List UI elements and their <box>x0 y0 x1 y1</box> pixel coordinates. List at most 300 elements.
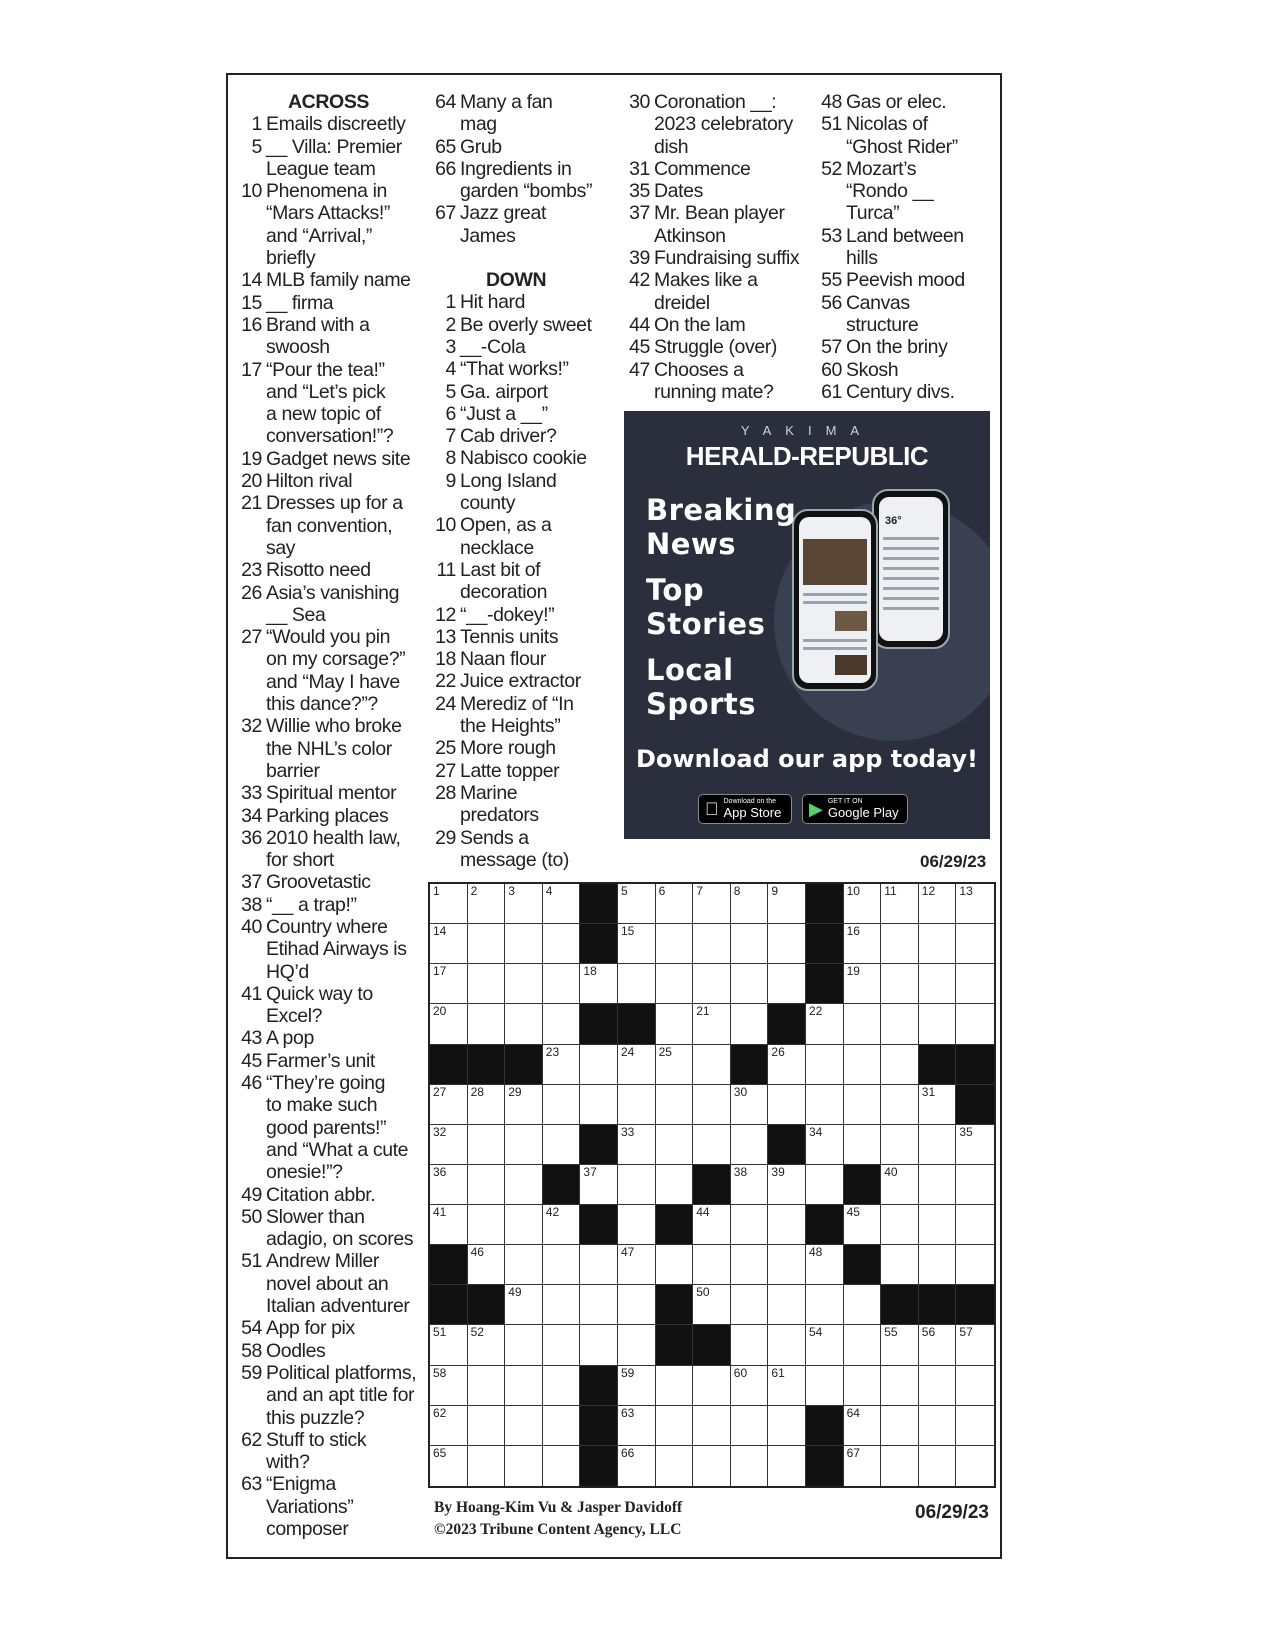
grid-cell[interactable] <box>919 1245 957 1285</box>
grid-cell[interactable] <box>430 1004 468 1044</box>
cell-number: 8 <box>733 884 741 898</box>
grid-cell[interactable] <box>844 964 882 1004</box>
grid-cell[interactable] <box>618 1406 656 1446</box>
grid-cell[interactable] <box>618 1125 656 1165</box>
grid-cell[interactable] <box>731 1285 769 1325</box>
clue-text: __ Villa: Premier League team <box>266 135 402 180</box>
grid-cell[interactable] <box>919 1325 957 1365</box>
grid-cell[interactable] <box>430 1085 468 1125</box>
ad-brand-logo: HERALD-REPUBLIC <box>685 441 929 471</box>
grid-cell[interactable] <box>956 1245 994 1285</box>
grid-cell[interactable] <box>919 884 957 924</box>
grid-cell[interactable] <box>693 884 731 924</box>
clue-number: 21 <box>241 492 262 515</box>
grid-cell[interactable] <box>731 1165 769 1205</box>
grid-cell[interactable] <box>731 964 769 1004</box>
clue-text: Citation abbr. <box>266 1183 376 1206</box>
clue-text: __-Cola <box>460 335 526 358</box>
clue-item <box>430 737 610 759</box>
app-store-small-text: Download on the <box>710 798 763 805</box>
clue-text: Chooses a running mate? <box>654 358 774 403</box>
grid-cell[interactable] <box>919 1366 957 1406</box>
clue-number: 30 <box>629 91 650 113</box>
clue-number: 5 <box>445 380 456 403</box>
black-square <box>580 924 618 964</box>
grid-cell[interactable] <box>618 924 656 964</box>
grid-cell[interactable] <box>693 1045 731 1085</box>
grid-cell[interactable] <box>693 1205 731 1245</box>
grid-cell[interactable] <box>543 1285 581 1325</box>
grid-cell[interactable] <box>731 1325 769 1365</box>
clue-item <box>236 1362 426 1429</box>
grid-cell[interactable] <box>693 1125 731 1165</box>
clue-number: 53 <box>821 224 842 247</box>
grid-cell[interactable] <box>731 1245 769 1285</box>
clue-number: 6 <box>445 402 456 425</box>
grid-cell[interactable] <box>468 1245 506 1285</box>
app-advertisement[interactable] <box>624 411 990 839</box>
grid-cell[interactable] <box>844 1125 882 1165</box>
grid-cell[interactable] <box>693 1446 731 1486</box>
grid-cell[interactable] <box>543 1325 581 1365</box>
grid-cell[interactable] <box>768 1085 806 1125</box>
grid-cell[interactable] <box>543 924 581 964</box>
grid-cell[interactable] <box>656 1165 694 1205</box>
grid-cell[interactable] <box>656 1406 694 1446</box>
grid-cell[interactable] <box>881 1085 919 1125</box>
grid-cell[interactable] <box>806 1325 844 1365</box>
grid-cell[interactable] <box>468 1205 506 1245</box>
clue-text: Commence <box>654 157 751 180</box>
grid-cell[interactable] <box>618 1285 656 1325</box>
clue-number: 55 <box>821 269 842 292</box>
grid-cell[interactable] <box>656 884 694 924</box>
grid-cell[interactable] <box>844 884 882 924</box>
clues-column-4 <box>816 91 996 403</box>
grid-cell[interactable] <box>430 964 468 1004</box>
grid-cell[interactable] <box>881 1205 919 1245</box>
grid-cell[interactable] <box>693 1004 731 1044</box>
cell-number: 51 <box>433 1325 447 1340</box>
grid-cell[interactable] <box>693 1285 731 1325</box>
grid-cell[interactable] <box>768 1406 806 1446</box>
black-square <box>580 1004 618 1044</box>
clue-item <box>816 113 996 158</box>
grid-cell[interactable] <box>505 1165 543 1205</box>
byline <box>434 1497 682 1541</box>
grid-cell[interactable] <box>844 1085 882 1125</box>
grid-cell[interactable] <box>580 1285 618 1325</box>
phone-back-icon <box>872 489 950 649</box>
grid-cell[interactable] <box>844 1045 882 1085</box>
grid-cell[interactable] <box>956 1366 994 1406</box>
grid-cell[interactable] <box>543 1125 581 1165</box>
clue-number: 36 <box>241 826 262 849</box>
grid-cell[interactable] <box>656 1045 694 1085</box>
clue-item <box>236 359 426 448</box>
grid-cell[interactable] <box>618 1045 656 1085</box>
grid-cell[interactable] <box>768 1446 806 1486</box>
clue-text: Grub <box>460 135 502 158</box>
black-square <box>806 964 844 1004</box>
black-square <box>693 1165 731 1205</box>
clue-number: 20 <box>241 470 262 493</box>
cell-number: 11 <box>884 884 897 898</box>
grid-cell[interactable] <box>806 1045 844 1085</box>
clue-number: 46 <box>241 1072 262 1095</box>
grid-cell[interactable] <box>693 1085 731 1125</box>
grid-cell[interactable] <box>919 1085 957 1125</box>
grid-cell[interactable] <box>881 1325 919 1365</box>
cell-number: 29 <box>508 1084 522 1099</box>
grid-cell[interactable] <box>543 1446 581 1486</box>
grid-cell[interactable] <box>768 924 806 964</box>
clue-text: “__ a trap!” <box>266 893 357 916</box>
grid-cell[interactable] <box>468 924 506 964</box>
grid-cell[interactable] <box>430 884 468 924</box>
grid-cell[interactable] <box>881 1045 919 1085</box>
cell-number: 64 <box>846 1405 860 1420</box>
clue-item <box>816 158 996 225</box>
grid-cell[interactable] <box>806 1004 844 1044</box>
grid-cell[interactable] <box>956 924 994 964</box>
grid-cell[interactable] <box>505 1285 543 1325</box>
black-square <box>468 1285 506 1325</box>
clue-item <box>430 158 610 203</box>
grid-cell[interactable] <box>543 884 581 924</box>
grid-cell[interactable] <box>543 1004 581 1044</box>
clue-item <box>816 381 996 403</box>
grid-cell[interactable] <box>618 1205 656 1245</box>
grid-cell[interactable] <box>881 1366 919 1406</box>
grid-cell[interactable] <box>844 1004 882 1044</box>
clue-number: 38 <box>241 893 262 916</box>
grid-cell[interactable] <box>956 1165 994 1205</box>
clue-item <box>430 470 610 515</box>
grid-cell[interactable] <box>468 1125 506 1165</box>
grid-cell[interactable] <box>881 924 919 964</box>
cell-number: 56 <box>921 1325 936 1340</box>
grid-cell[interactable] <box>956 1406 994 1446</box>
clue-item <box>236 582 426 627</box>
clue-number: 32 <box>241 715 262 738</box>
grid-cell[interactable] <box>844 1446 882 1486</box>
grid-cell[interactable] <box>956 964 994 1004</box>
black-square <box>693 1325 731 1365</box>
grid-cell[interactable] <box>768 1285 806 1325</box>
grid-cell[interactable] <box>693 1406 731 1446</box>
grid-cell[interactable] <box>580 1085 618 1125</box>
grid-cell[interactable] <box>505 964 543 1004</box>
grid-cell[interactable] <box>806 1245 844 1285</box>
grid-cell[interactable] <box>543 1406 581 1446</box>
clue-text: Last bit of decoration <box>460 558 548 604</box>
grid-cell[interactable] <box>806 1285 844 1325</box>
clue-number: 19 <box>241 447 262 470</box>
grid-cell[interactable] <box>768 964 806 1004</box>
grid-cell[interactable] <box>768 1165 806 1205</box>
black-square <box>580 1205 618 1245</box>
grid-cell[interactable] <box>505 1205 543 1245</box>
black-square <box>881 1285 919 1325</box>
clue-text: Be overly sweet <box>460 313 592 336</box>
clue-number: 10 <box>435 514 456 537</box>
clue-text: App for pix <box>266 1317 355 1340</box>
clue-number: 1 <box>445 291 456 314</box>
grid-cell[interactable] <box>543 1245 581 1285</box>
grid-cell[interactable] <box>580 1045 618 1085</box>
clue-number: 52 <box>821 157 842 180</box>
grid-cell[interactable] <box>956 1325 994 1365</box>
cell-number: 37 <box>583 1164 597 1179</box>
clue-text: “That works!” <box>460 358 569 381</box>
clue-text: Juice extractor <box>460 670 581 693</box>
grid-cell[interactable] <box>806 1085 844 1125</box>
clue-number: 54 <box>241 1317 262 1340</box>
clue-item <box>236 916 426 983</box>
grid-cell[interactable] <box>731 1004 769 1044</box>
grid-cell[interactable] <box>731 1406 769 1446</box>
grid-cell[interactable] <box>430 1125 468 1165</box>
grid-cell[interactable] <box>430 1165 468 1205</box>
clue-number: 4 <box>445 358 456 381</box>
grid-cell[interactable] <box>656 1085 694 1125</box>
clue-item <box>236 1317 426 1339</box>
grid-cell[interactable] <box>768 1205 806 1245</box>
grid-cell[interactable] <box>768 1245 806 1285</box>
cell-number: 65 <box>433 1445 447 1460</box>
clue-item <box>236 1206 426 1251</box>
clue-number: 62 <box>241 1428 262 1451</box>
clue-number: 23 <box>241 559 262 582</box>
grid-cell[interactable] <box>919 924 957 964</box>
grid-cell[interactable] <box>806 1125 844 1165</box>
clue-item <box>624 314 810 336</box>
grid-cell[interactable] <box>656 1366 694 1406</box>
grid-cell[interactable] <box>731 1085 769 1125</box>
grid-cell[interactable] <box>844 924 882 964</box>
clue-item <box>816 91 996 113</box>
grid-cell[interactable] <box>618 1366 656 1406</box>
app-store-button[interactable] <box>698 794 792 824</box>
clue-item <box>430 693 610 738</box>
cell-number: 18 <box>583 964 597 979</box>
clue-number: 61 <box>821 380 842 403</box>
grid-cell[interactable] <box>731 1125 769 1165</box>
grid-cell[interactable] <box>618 1245 656 1285</box>
clue-item <box>624 91 810 158</box>
grid-cell[interactable] <box>618 1325 656 1365</box>
grid-cell[interactable] <box>505 1085 543 1125</box>
grid-cell[interactable] <box>505 1004 543 1044</box>
grid-cell[interactable] <box>543 1366 581 1406</box>
grid-cell[interactable] <box>468 884 506 924</box>
across-heading: ACROSS <box>288 91 370 113</box>
grid-cell[interactable] <box>468 1446 506 1486</box>
clue-text: Century divs. <box>846 380 955 403</box>
grid-cell[interactable] <box>956 1446 994 1486</box>
grid-cell[interactable] <box>693 1245 731 1285</box>
cell-number: 15 <box>620 924 635 939</box>
grid-cell[interactable] <box>618 964 656 1004</box>
clue-text: Political platforms, and an apt title for this puzzle? <box>266 1361 417 1429</box>
grid-cell[interactable] <box>881 1245 919 1285</box>
grid-cell[interactable] <box>919 1406 957 1446</box>
grid-cell[interactable] <box>656 1125 694 1165</box>
google-play-button[interactable] <box>802 794 908 824</box>
grid-cell[interactable] <box>731 924 769 964</box>
down-heading: DOWN <box>486 269 547 292</box>
grid-cell[interactable] <box>656 964 694 1004</box>
grid-cell[interactable] <box>693 924 731 964</box>
grid-cell[interactable] <box>430 1446 468 1486</box>
clue-number: 13 <box>435 625 456 648</box>
grid-cell[interactable] <box>956 1205 994 1245</box>
clue-number: 49 <box>241 1183 262 1206</box>
grid-cell[interactable] <box>956 1125 994 1165</box>
grid-cell[interactable] <box>468 1085 506 1125</box>
cell-number: 40 <box>884 1164 898 1179</box>
clue-text: “Enigma Variations” composer <box>266 1473 354 1540</box>
grid-cell[interactable] <box>656 1004 694 1044</box>
grid-cell[interactable] <box>956 1004 994 1044</box>
grid-cell[interactable] <box>468 1366 506 1406</box>
clue-number: 2 <box>445 313 456 336</box>
clue-number: 11 <box>436 558 456 581</box>
across-clue-list-continued <box>430 91 610 247</box>
grid-cell[interactable] <box>656 1446 694 1486</box>
clue-item <box>430 514 610 559</box>
grid-cell[interactable] <box>881 1446 919 1486</box>
clue-item <box>430 648 610 670</box>
grid-cell[interactable] <box>468 1004 506 1044</box>
grid-cell[interactable] <box>656 1245 694 1285</box>
grid-cell[interactable] <box>580 1325 618 1365</box>
grid-cell[interactable] <box>881 964 919 1004</box>
across-clue-list <box>236 113 426 1540</box>
clue-text: Groovetastic <box>266 871 371 894</box>
grid-cell[interactable] <box>543 1045 581 1085</box>
clue-item <box>236 1250 426 1317</box>
grid-cell[interactable] <box>731 884 769 924</box>
black-square <box>956 1285 994 1325</box>
grid-cell[interactable] <box>468 1325 506 1365</box>
grid-cell[interactable] <box>543 1205 581 1245</box>
black-square <box>580 1366 618 1406</box>
black-square <box>468 1045 506 1085</box>
grid-cell[interactable] <box>656 924 694 964</box>
clue-item <box>236 292 426 314</box>
grid-cell[interactable] <box>430 1325 468 1365</box>
grid-cell[interactable] <box>505 924 543 964</box>
grid-cell[interactable] <box>580 964 618 1004</box>
clue-item <box>236 448 426 470</box>
grid-cell[interactable] <box>693 1366 731 1406</box>
clue-text: Hit hard <box>460 291 526 314</box>
clue-number: 67 <box>435 202 456 225</box>
grid-cell[interactable] <box>430 1406 468 1446</box>
crossword-grid[interactable] <box>428 882 996 1488</box>
grid-cell[interactable] <box>505 1366 543 1406</box>
grid-cell[interactable] <box>919 1125 957 1165</box>
grid-cell[interactable] <box>430 1366 468 1406</box>
clue-number: 5 <box>251 135 262 158</box>
grid-cell[interactable] <box>505 884 543 924</box>
clue-item <box>236 492 426 559</box>
grid-cell[interactable] <box>580 1165 618 1205</box>
grid-cell[interactable] <box>844 1366 882 1406</box>
grid-cell[interactable] <box>430 1205 468 1245</box>
grid-cell[interactable] <box>768 1366 806 1406</box>
grid-cell[interactable] <box>844 1406 882 1446</box>
cell-number: 59 <box>620 1365 635 1380</box>
grid-cell[interactable] <box>881 1004 919 1044</box>
clue-number: 7 <box>445 425 456 448</box>
grid-cell[interactable] <box>881 1165 919 1205</box>
grid-cell[interactable] <box>806 1165 844 1205</box>
grid-cell[interactable] <box>956 884 994 924</box>
grid-cell[interactable] <box>543 1085 581 1125</box>
grid-cell[interactable] <box>468 1406 506 1446</box>
grid-cell[interactable] <box>618 1446 656 1486</box>
grid-cell[interactable] <box>693 964 731 1004</box>
grid-cell[interactable] <box>731 1366 769 1406</box>
grid-cell[interactable] <box>731 1446 769 1486</box>
grid-cell[interactable] <box>505 1406 543 1446</box>
grid-cell[interactable] <box>881 884 919 924</box>
grid-cell[interactable] <box>731 1205 769 1245</box>
grid-cell[interactable] <box>468 964 506 1004</box>
grid-cell[interactable] <box>505 1245 543 1285</box>
grid-cell[interactable] <box>844 1285 882 1325</box>
grid-cell[interactable] <box>580 1245 618 1285</box>
cell-number: 31 <box>921 1084 936 1099</box>
grid-cell[interactable] <box>618 1165 656 1205</box>
grid-cell[interactable] <box>505 1446 543 1486</box>
clue-text: Dates <box>654 180 703 203</box>
grid-cell[interactable] <box>768 1325 806 1365</box>
clue-text: Skosh <box>846 358 899 381</box>
cell-number: 57 <box>959 1325 973 1340</box>
cell-number: 55 <box>884 1325 898 1340</box>
grid-cell[interactable] <box>881 1125 919 1165</box>
grid-cell[interactable] <box>543 964 581 1004</box>
clue-item <box>236 1027 426 1049</box>
cell-number: 50 <box>696 1285 710 1300</box>
grid-cell[interactable] <box>844 1205 882 1245</box>
grid-cell[interactable] <box>919 1446 957 1486</box>
grid-cell[interactable] <box>919 964 957 1004</box>
grid-cell[interactable] <box>430 924 468 964</box>
grid-cell[interactable] <box>919 1004 957 1044</box>
clue-item <box>430 559 610 604</box>
grid-cell[interactable] <box>618 1085 656 1125</box>
grid-cell[interactable] <box>468 1165 506 1205</box>
clue-text: Land between hills <box>846 224 964 270</box>
grid-cell[interactable] <box>768 884 806 924</box>
grid-cell[interactable] <box>844 1325 882 1365</box>
grid-cell[interactable] <box>505 1125 543 1165</box>
grid-cell[interactable] <box>919 1205 957 1245</box>
clue-number: 28 <box>435 781 456 804</box>
clue-text: Parking places <box>266 804 389 827</box>
grid-cell[interactable] <box>618 884 656 924</box>
grid-cell[interactable] <box>505 1325 543 1365</box>
grid-cell[interactable] <box>881 1406 919 1446</box>
grid-cell[interactable] <box>768 1045 806 1085</box>
grid-cell[interactable] <box>806 1366 844 1406</box>
grid-cell[interactable] <box>919 1165 957 1205</box>
